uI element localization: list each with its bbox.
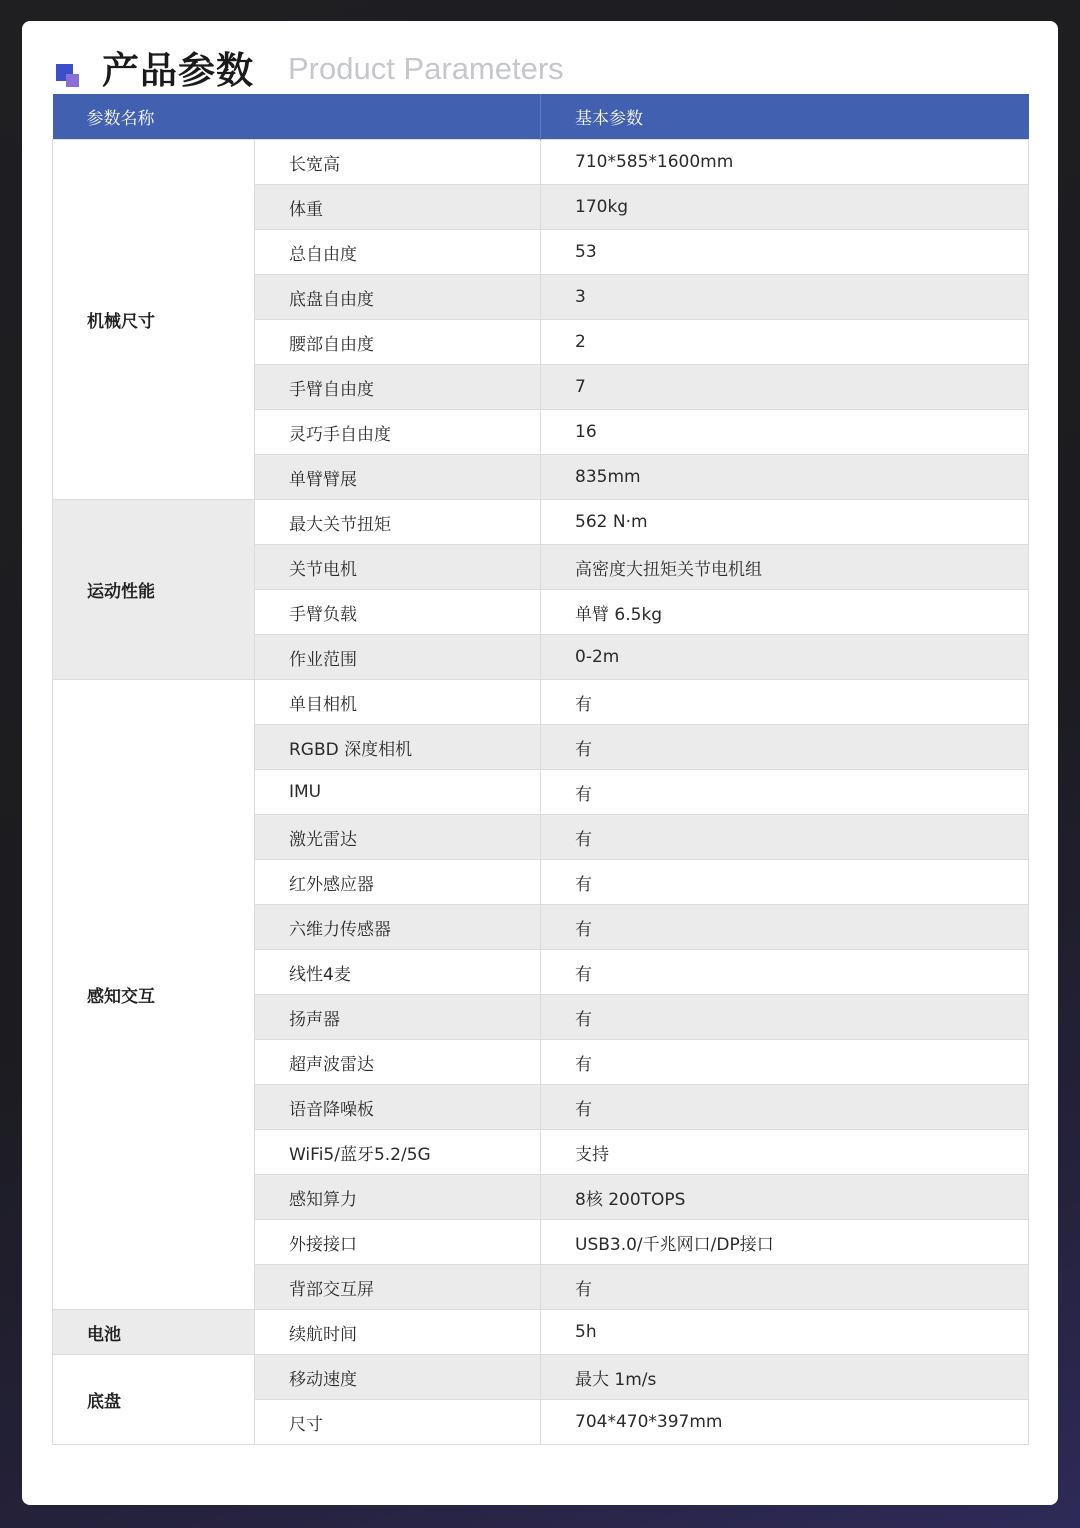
parameter-table [52,94,1029,1445]
param-name-cell: 红外感应器 [255,860,541,905]
section-title: 产品参数 [102,49,254,92]
param-value-cell: 有 [541,1040,1029,1085]
param-name-cell: 灵巧手自由度 [255,410,541,455]
param-name-cell: 背部交互屏 [255,1265,541,1310]
param-value-cell: 有 [541,680,1029,725]
param-name-cell: 外接接口 [255,1220,541,1265]
param-value-cell: 7 [541,365,1029,410]
param-name-cell: 腰部自由度 [255,320,541,365]
param-value-cell: 单臂 6.5kg [541,590,1029,635]
param-name-cell: 超声波雷达 [255,1040,541,1085]
param-value-cell: 8核 200TOPS [541,1175,1029,1220]
param-name-cell: 扬声器 [255,995,541,1040]
squares-logo-icon [54,52,80,78]
table-row [53,680,1029,725]
category-cell: 运动性能 [53,500,255,680]
param-value-cell: 支持 [541,1130,1029,1175]
param-value-cell: 有 [541,725,1029,770]
param-name-cell: 作业范围 [255,635,541,680]
param-name-cell: 体重 [255,185,541,230]
param-name-cell: WiFi5/蓝牙5.2/5G [255,1130,541,1175]
header-param-name: 参数名称 [53,94,541,140]
section-subtitle: Product Parameters [288,51,564,86]
param-name-cell: 关节电机 [255,545,541,590]
param-name-cell: 单目相机 [255,680,541,725]
param-name-cell: 底盘自由度 [255,275,541,320]
section-header [54,40,564,90]
param-name-cell: 手臂自由度 [255,365,541,410]
param-value-cell: 高密度大扭矩关节电机组 [541,545,1029,590]
param-name-cell: 移动速度 [255,1355,541,1400]
param-value-cell: 2 [541,320,1029,365]
param-name-cell: 总自由度 [255,230,541,275]
table-header-row [53,94,1029,140]
param-name-cell: 单臂臂展 [255,455,541,500]
table-row [53,140,1029,185]
param-value-cell: 最大 1m/s [541,1355,1029,1400]
param-value-cell: 有 [541,1265,1029,1310]
param-name-cell: IMU [255,770,541,815]
table-row [53,500,1029,545]
param-value-cell: 16 [541,410,1029,455]
param-name-cell: 续航时间 [255,1310,541,1355]
param-name-cell: 线性4麦 [255,950,541,995]
category-cell: 电池 [53,1310,255,1355]
param-value-cell: 0-2m [541,635,1029,680]
param-name-cell: 六维力传感器 [255,905,541,950]
param-value-cell: 有 [541,770,1029,815]
param-value-cell: USB3.0/千兆网口/DP接口 [541,1220,1029,1265]
table-row [53,1310,1029,1355]
param-value-cell: 835mm [541,455,1029,500]
category-cell: 底盘 [53,1355,255,1445]
category-cell: 机械尺寸 [53,140,255,500]
param-name-cell: 尺寸 [255,1400,541,1445]
category-cell: 感知交互 [53,680,255,1310]
param-value-cell: 有 [541,995,1029,1040]
param-value-cell: 170kg [541,185,1029,230]
param-name-cell: 手臂负载 [255,590,541,635]
param-value-cell: 562 N·m [541,500,1029,545]
table-row [53,1355,1029,1400]
param-value-cell: 53 [541,230,1029,275]
param-name-cell: 最大关节扭矩 [255,500,541,545]
param-value-cell: 3 [541,275,1029,320]
param-name-cell: RGBD 深度相机 [255,725,541,770]
param-value-cell: 有 [541,815,1029,860]
header-basic-param: 基本参数 [541,94,1029,140]
param-name-cell: 语音降噪板 [255,1085,541,1130]
table-body [53,140,1029,1445]
param-name-cell: 长宽高 [255,140,541,185]
param-name-cell: 激光雷达 [255,815,541,860]
param-value-cell: 5h [541,1310,1029,1355]
param-value-cell: 有 [541,1085,1029,1130]
param-value-cell: 704*470*397mm [541,1400,1029,1445]
param-value-cell: 有 [541,860,1029,905]
param-value-cell: 有 [541,905,1029,950]
param-name-cell: 感知算力 [255,1175,541,1220]
param-value-cell: 710*585*1600mm [541,140,1029,185]
param-value-cell: 有 [541,950,1029,995]
